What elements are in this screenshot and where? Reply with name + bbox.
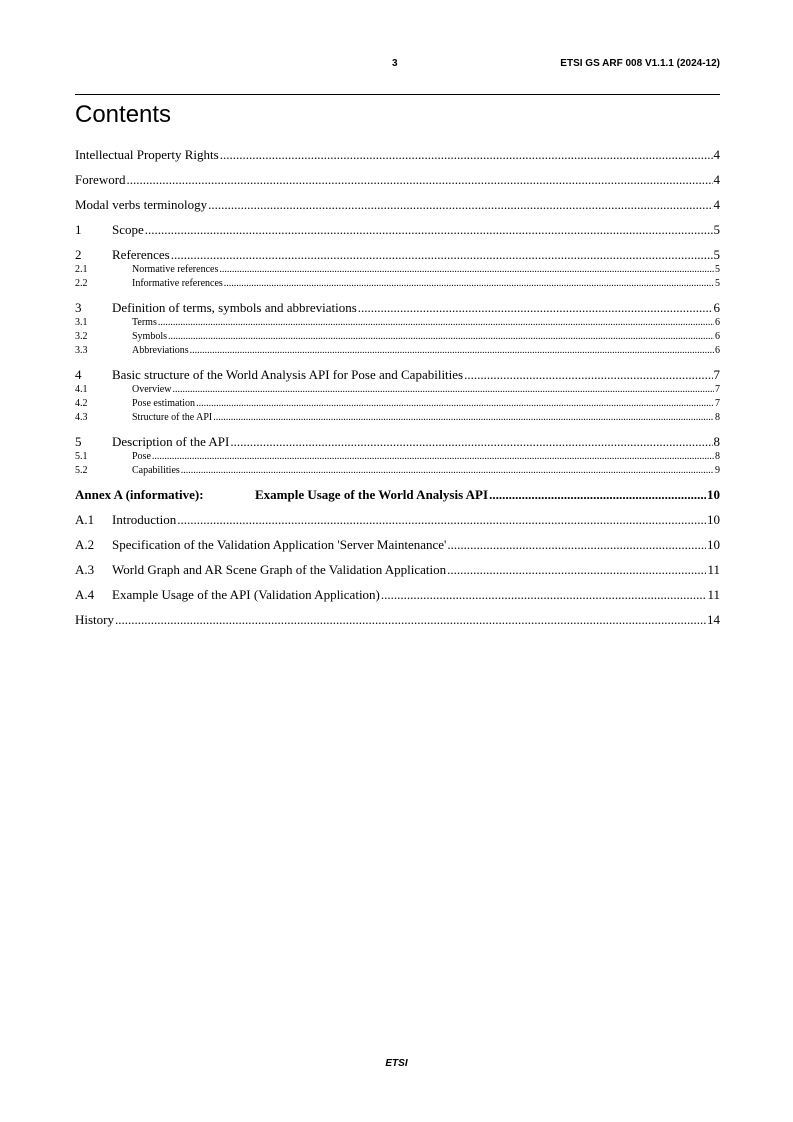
toc-entry-page-number: 6 [715, 331, 720, 342]
toc-entry-page-number: 6 [713, 300, 720, 315]
toc-entry-number: 3.1 [75, 317, 88, 328]
toc-subsection-entry[interactable] [75, 316, 720, 330]
page-footer: ETSI [385, 1058, 408, 1069]
dot-leader [190, 344, 714, 358]
contents-heading: Contents [75, 101, 172, 128]
toc-entry-page-number: 10 [707, 537, 720, 552]
toc-entry-number: 5.2 [75, 465, 88, 476]
toc-entry[interactable] [75, 536, 720, 553]
toc-subsection-entry[interactable] [75, 277, 720, 291]
toc-subsection-entry[interactable] [75, 450, 720, 464]
toc-entry-title: Specification of the Validation Application 'Server Maintenance' [112, 537, 447, 552]
toc-entry-page-number: 5 [715, 264, 720, 275]
dot-leader [158, 316, 714, 330]
toc-entry-number: A.4 [75, 587, 95, 602]
dot-leader [213, 411, 714, 425]
toc-entry-number: 3.2 [75, 331, 88, 342]
toc-entry-number: 5.1 [75, 451, 88, 462]
toc-entry-page-number: 8 [713, 434, 720, 449]
toc-entry[interactable] [75, 299, 720, 316]
dot-leader [447, 561, 706, 578]
toc-entry-page-number: 6 [715, 345, 720, 356]
toc-entry-number: A.3 [75, 562, 95, 577]
toc-entry-page-number: 6 [715, 317, 720, 328]
toc-entry-title: Symbols [132, 331, 168, 342]
toc-entry[interactable] [75, 171, 720, 188]
toc-entry-number: Annex A (informative): [75, 487, 204, 502]
toc-entry[interactable] [75, 511, 720, 528]
dot-leader [464, 366, 712, 383]
toc-entry-page-number: 5 [715, 278, 720, 289]
toc-entry-page-number: 5 [713, 247, 720, 262]
toc-entry-page-number: 7 [713, 367, 720, 382]
toc-subsection-entry[interactable] [75, 383, 720, 397]
toc-entry[interactable] [75, 366, 720, 383]
toc-entry[interactable] [75, 221, 720, 238]
toc-entry-title: Foreword [75, 172, 126, 187]
toc-entry-number: 3.3 [75, 345, 88, 356]
dot-leader [168, 330, 714, 344]
toc-entry-title: Introduction [112, 512, 177, 527]
dot-leader [219, 263, 714, 277]
toc-subsection-entry[interactable] [75, 397, 720, 411]
toc-entry-title: References [112, 247, 170, 262]
toc-entry-page-number: 10 [707, 512, 720, 527]
toc-entry[interactable] [75, 611, 720, 628]
dot-leader [230, 433, 712, 450]
toc-entry-page-number: 4 [713, 197, 720, 212]
dot-leader [115, 611, 706, 628]
toc-entry-page-number: 11 [707, 562, 720, 577]
toc-entry-page-number: 8 [715, 451, 720, 462]
toc-entry-title: Abbreviations [132, 345, 189, 356]
dot-leader [152, 450, 714, 464]
toc-entry[interactable] [75, 146, 720, 163]
toc-entry-number: 1 [75, 222, 82, 237]
toc-entry-title: Scope [112, 222, 144, 237]
dot-leader [196, 397, 714, 411]
toc-entry-page-number: 5 [713, 222, 720, 237]
toc-subsection-entry[interactable] [75, 464, 720, 478]
toc-entry[interactable] [75, 246, 720, 263]
dot-leader [171, 246, 713, 263]
toc-entry-title: History [75, 612, 114, 627]
toc-entry-title: Capabilities [132, 465, 180, 476]
toc-subsection-entry[interactable] [75, 411, 720, 425]
toc-entry-number: 3 [75, 300, 82, 315]
toc-entry-number: 4.2 [75, 398, 88, 409]
toc-subsection-entry[interactable] [75, 330, 720, 344]
dot-leader [181, 464, 714, 478]
toc-entry-title: Structure of the API [132, 412, 213, 423]
dot-leader [358, 299, 713, 316]
toc-entry-page-number: 7 [715, 384, 720, 395]
page-number: 3 [392, 58, 398, 69]
toc-entry-number: 4 [75, 367, 82, 382]
toc-entry[interactable] [75, 586, 720, 603]
toc-entry-number: A.2 [75, 537, 95, 552]
toc-annex-entry[interactable] [75, 486, 720, 503]
toc-entry-number: 4.1 [75, 384, 88, 395]
toc-entry-title: Intellectual Property Rights [75, 147, 219, 162]
toc-entry-number: 5 [75, 434, 82, 449]
dot-leader [381, 586, 707, 603]
dot-leader [127, 171, 713, 188]
dot-leader [220, 146, 713, 163]
page-header [75, 55, 720, 71]
toc-entry-title: Normative references [132, 264, 219, 275]
toc-entry-number: 4.3 [75, 412, 88, 423]
toc-entry-page-number: 11 [707, 587, 720, 602]
toc-entry-page-number: 14 [707, 612, 720, 627]
toc-entry-title: Definition of terms, symbols and abbreviations [112, 300, 357, 315]
toc-entry-title: Informative references [132, 278, 223, 289]
dot-leader [447, 536, 706, 553]
toc-entry-number: 2 [75, 247, 82, 262]
toc-entry-title: Basic structure of the World Analysis API for Pose and Capabilities [112, 367, 464, 382]
toc-entry[interactable] [75, 433, 720, 450]
dot-leader [208, 196, 712, 213]
dot-leader [177, 511, 706, 528]
toc-subsection-entry[interactable] [75, 263, 720, 277]
dot-leader [489, 486, 706, 503]
document-identifier: ETSI GS ARF 008 V1.1.1 (2024-12) [560, 58, 720, 69]
table-of-contents [75, 146, 720, 628]
toc-entry-number: 2.2 [75, 278, 88, 289]
toc-entry-page-number: 9 [715, 465, 720, 476]
toc-entry[interactable] [75, 561, 720, 578]
dot-leader [172, 383, 714, 397]
toc-entry-page-number: 8 [715, 412, 720, 423]
toc-entry-number: A.1 [75, 512, 95, 527]
toc-entry-title: Modal verbs terminology [75, 197, 208, 212]
toc-entry-page-number: 7 [715, 398, 720, 409]
toc-entry-title: World Graph and AR Scene Graph of the Validation Application [112, 562, 447, 577]
toc-entry-title: Terms [132, 317, 157, 328]
toc-entry-title: Example Usage of the World Analysis API [255, 487, 489, 502]
toc-subsection-entry[interactable] [75, 344, 720, 358]
toc-entry-page-number: 10 [707, 487, 720, 502]
toc-entry-page-number: 4 [713, 172, 720, 187]
header-divider [75, 94, 720, 95]
toc-entry[interactable] [75, 196, 720, 213]
toc-entry-number: 2.1 [75, 264, 88, 275]
toc-entry-title: Description of the API [112, 434, 230, 449]
toc-entry-title: Pose [132, 451, 151, 462]
toc-entry-title: Example Usage of the API (Validation Application) [112, 587, 380, 602]
dot-leader [145, 221, 713, 238]
toc-entry-title: Pose estimation [132, 398, 196, 409]
toc-entry-page-number: 4 [713, 147, 720, 162]
dot-leader [224, 277, 714, 291]
toc-entry-title: Overview [132, 384, 172, 395]
